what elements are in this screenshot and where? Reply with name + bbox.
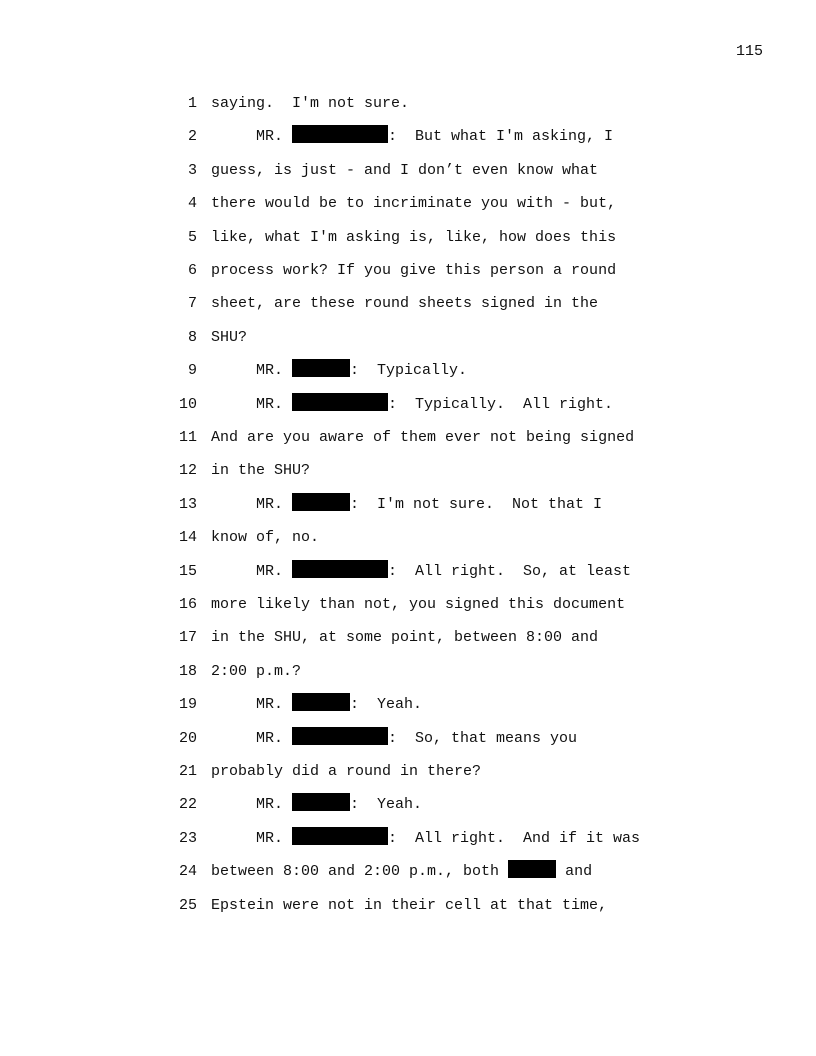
line-number: 8	[187, 328, 197, 346]
text-segment: : All right. And if it was	[388, 829, 641, 847]
text-segment: MR.	[211, 362, 293, 380]
line-text	[211, 660, 301, 684]
line-text	[211, 793, 422, 817]
transcript-line	[0, 359, 816, 383]
line-number: 10	[178, 395, 197, 413]
redaction-box	[292, 393, 388, 411]
text-segment: between 8:00 and 2:00 p.m., both	[211, 863, 509, 881]
line-text	[211, 159, 598, 183]
text-segment: MR.	[211, 128, 293, 146]
text-segment: : Typically.	[350, 362, 468, 380]
line-text	[211, 760, 481, 784]
line-number: 7	[187, 295, 197, 313]
transcript-line	[0, 593, 816, 617]
redaction-box	[292, 493, 350, 511]
transcript-line	[0, 560, 816, 584]
line-text	[211, 827, 640, 851]
text-segment: 2:00 p.m.?	[211, 662, 302, 680]
line-number: 24	[178, 863, 197, 881]
line-number: 14	[178, 529, 197, 547]
line-number: 21	[178, 763, 197, 780]
text-segment: : Yeah.	[350, 796, 423, 814]
line-text	[211, 493, 602, 517]
line-text	[211, 894, 607, 918]
text-segment: MR.	[211, 696, 293, 714]
transcript-line	[0, 760, 816, 784]
text-segment: MR.	[211, 796, 293, 814]
text-segment: : So, that means you	[388, 729, 578, 747]
transcript-line	[0, 660, 816, 684]
line-text	[211, 693, 422, 717]
transcript-line	[0, 292, 816, 316]
transcript-line	[0, 793, 816, 817]
line-number: 23	[178, 829, 197, 847]
text-segment: in the SHU?	[211, 462, 311, 480]
transcript-line	[0, 626, 816, 650]
redaction-box	[292, 827, 388, 845]
text-segment: SHU?	[211, 328, 248, 346]
text-segment: MR.	[211, 395, 293, 413]
line-number: 19	[178, 696, 197, 714]
line-number: 16	[178, 596, 197, 613]
line-number: 11	[178, 429, 197, 446]
text-segment: probably did a round in there?	[211, 763, 482, 780]
text-segment: MR.	[211, 562, 293, 580]
line-number: 18	[178, 662, 197, 680]
text-segment: sheet, are these round sheets signed in the	[211, 295, 599, 313]
line-text	[211, 593, 625, 617]
line-text	[211, 226, 616, 250]
text-segment: more likely than not, you signed this document	[211, 596, 626, 613]
text-segment: process work? If you give this person a round	[211, 262, 617, 279]
text-segment: in the SHU, at some point, between 8:00 and	[211, 629, 599, 647]
line-text	[211, 359, 467, 383]
redaction-box	[292, 693, 350, 711]
transcript-line	[0, 92, 816, 116]
transcript-line	[0, 493, 816, 517]
line-number: 9	[187, 362, 197, 380]
text-segment: : Yeah.	[350, 696, 423, 714]
page-number: 115	[735, 43, 763, 60]
transcript-line	[0, 827, 816, 851]
transcript-line	[0, 125, 816, 149]
transcript-line	[0, 894, 816, 918]
transcript-line	[0, 426, 816, 450]
line-number: 1	[187, 95, 197, 112]
redaction-box	[292, 560, 388, 578]
line-text	[211, 426, 634, 450]
line-text	[211, 393, 613, 417]
line-text	[211, 560, 631, 584]
redaction-box	[292, 793, 350, 811]
redaction-box	[292, 359, 350, 377]
transcript-line	[0, 192, 816, 216]
transcript-line	[0, 259, 816, 283]
line-number: 13	[178, 495, 197, 513]
line-number: 6	[187, 262, 197, 279]
line-text	[211, 192, 616, 216]
transcript-line	[0, 393, 816, 417]
line-number: 22	[178, 796, 197, 814]
line-text	[211, 259, 616, 283]
text-segment: : I'm not sure. Not that I	[350, 495, 603, 513]
line-text	[211, 626, 598, 650]
line-number: 17	[178, 629, 197, 647]
line-text	[211, 326, 247, 350]
transcript-line	[0, 727, 816, 751]
line-text	[211, 526, 319, 550]
line-number: 3	[187, 161, 197, 179]
line-number: 4	[187, 195, 197, 213]
text-segment: And are you aware of them ever not being signed	[211, 429, 635, 446]
text-segment: MR.	[211, 729, 293, 747]
line-text	[211, 860, 592, 884]
text-segment: know of, no.	[211, 529, 320, 547]
transcript-line	[0, 693, 816, 717]
redaction-box	[292, 125, 388, 143]
text-segment: there would be to incriminate you with - but,	[211, 195, 617, 213]
text-segment: guess, is just - and I don’t even know what	[211, 161, 599, 179]
transcript-line	[0, 226, 816, 250]
text-segment: MR.	[211, 829, 293, 847]
line-number: 20	[178, 729, 197, 747]
transcript-line	[0, 860, 816, 884]
line-number: 15	[178, 562, 197, 580]
transcript-line	[0, 459, 816, 483]
line-number: 12	[178, 462, 197, 480]
text-segment: : All right. So, at least	[388, 562, 632, 580]
line-text	[211, 92, 409, 116]
transcript-line	[0, 159, 816, 183]
line-number: 25	[178, 896, 197, 914]
line-text	[211, 292, 598, 316]
text-segment: and	[556, 863, 593, 881]
line-text	[211, 459, 310, 483]
text-segment: : But what I'm asking, I	[388, 128, 614, 146]
line-number: 2	[187, 128, 197, 146]
text-segment: Epstein were not in their cell at that time,	[211, 896, 608, 914]
redaction-box	[508, 860, 556, 878]
text-segment: : Typically. All right.	[388, 395, 614, 413]
text-segment: saying. I'm not sure.	[211, 95, 410, 112]
transcript-line	[0, 526, 816, 550]
redaction-box	[292, 727, 388, 745]
transcript-line	[0, 326, 816, 350]
text-segment: MR.	[211, 495, 293, 513]
line-text	[211, 125, 613, 149]
text-segment: like, what I'm asking is, like, how does this	[211, 228, 617, 246]
line-text	[211, 727, 577, 751]
line-number: 5	[187, 228, 197, 246]
